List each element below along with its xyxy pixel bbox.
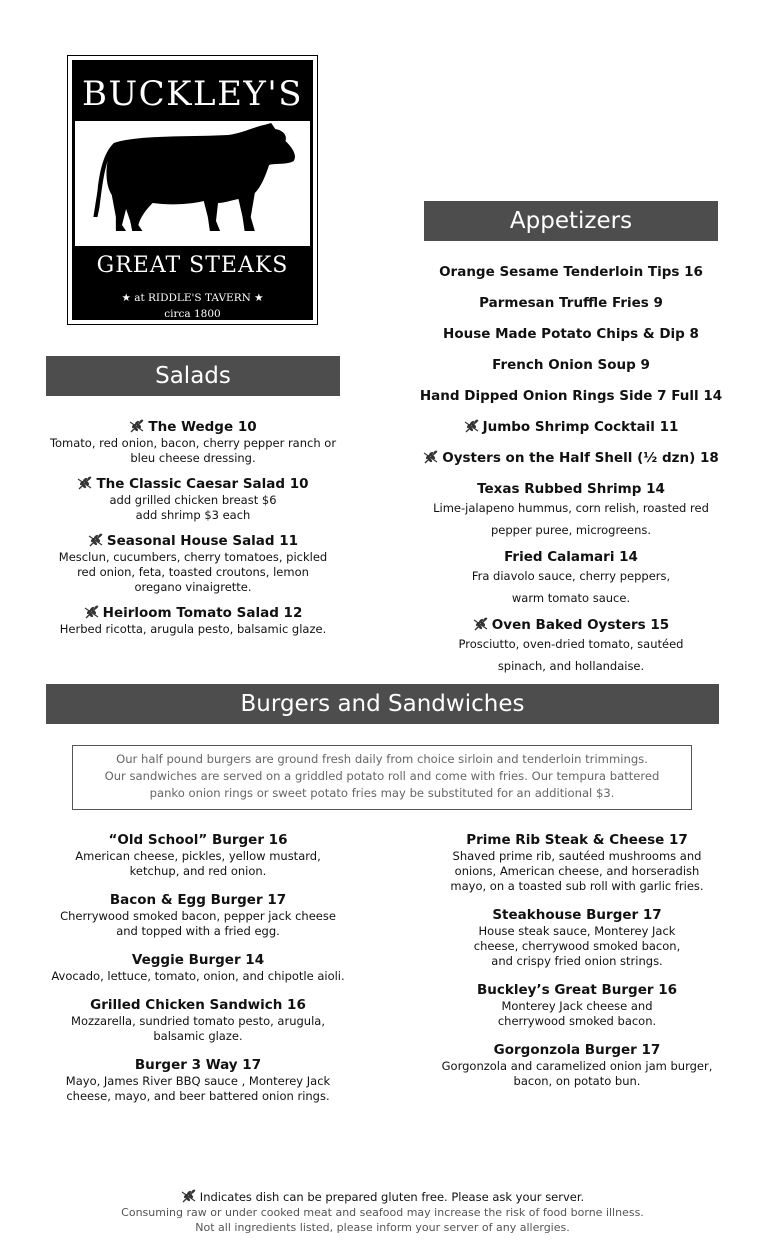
menu-item-description: bleu cheese dressing. bbox=[130, 451, 256, 465]
menu-item bbox=[398, 613, 744, 674]
menu-item-title bbox=[30, 532, 356, 550]
menu-item bbox=[398, 288, 744, 319]
menu-item-name: The Classic Caesar Salad 10 bbox=[96, 476, 309, 492]
menu-item bbox=[30, 604, 356, 637]
menu-item bbox=[398, 350, 744, 381]
menu-item-description: Mayo, James River BBQ sauce , Monterey Jack bbox=[65, 1074, 331, 1088]
burgers-note bbox=[72, 745, 692, 810]
menu-item-description: red onion, feta, toasted croutons, lemon bbox=[77, 565, 309, 579]
restaurant-logo bbox=[67, 55, 318, 325]
wheat-icon bbox=[77, 476, 93, 490]
gluten-free-text: Indicates dish can be prepared gluten free. Please ask your server. bbox=[199, 1190, 585, 1204]
menu-item-description: American cheese, pickles, yellow mustard, bbox=[75, 849, 321, 863]
menu-item-name: Orange Sesame Tenderloin Tips 16 bbox=[439, 264, 703, 280]
burgers-note-line: Our sandwiches are served on a griddled potato roll and come with fries. Our tempura battered bbox=[104, 769, 660, 783]
menu-item bbox=[30, 475, 356, 523]
logo-subtitle: GREAT STEAKS bbox=[96, 253, 289, 278]
menu-item-description: Monterey Jack cheese and bbox=[501, 999, 653, 1013]
menu-item-title bbox=[418, 831, 736, 849]
menu-item-name: Oysters on the Half Shell (½ dzn) 18 bbox=[442, 450, 719, 466]
allergy-notice: Not all ingredients listed, please inform your server of any allergies. bbox=[195, 1221, 570, 1234]
appetizers-heading: Appetizers bbox=[424, 201, 718, 241]
wheat-icon bbox=[464, 414, 480, 428]
burgers-left-list bbox=[30, 831, 366, 1116]
menu-item-description: House steak sauce, Monterey Jack bbox=[478, 924, 676, 938]
menu-item-name: “Old School” Burger 16 bbox=[108, 832, 288, 848]
menu-item-title bbox=[418, 981, 736, 999]
menu-item-title bbox=[30, 418, 356, 436]
menu-item-name: Burger 3 Way 17 bbox=[134, 1057, 262, 1073]
menu-item-description: Prosciutto, oven-dried tomato, sautéed bbox=[458, 637, 684, 651]
menu-item-name: Bacon & Egg Burger 17 bbox=[109, 892, 287, 908]
menu-item bbox=[30, 1056, 366, 1104]
menu-item-title bbox=[398, 319, 744, 350]
menu-item-description: and topped with a fried egg. bbox=[116, 924, 280, 938]
wheat-icon bbox=[423, 445, 439, 459]
menu-item-name: Heirloom Tomato Salad 12 bbox=[102, 605, 303, 621]
menu-item-title bbox=[30, 1056, 366, 1074]
menu-item-description: Gorgonzola and caramelized onion jam burger, bbox=[441, 1059, 713, 1073]
menu-item-name: Gorgonzola Burger 17 bbox=[493, 1042, 661, 1058]
menu-item bbox=[418, 1041, 736, 1089]
menu-item-description: Avocado, lettuce, tomato, onion, and chipotle aioli. bbox=[51, 969, 345, 983]
burgers-right-list bbox=[418, 831, 736, 1101]
menu-item-title bbox=[30, 996, 366, 1014]
menu-item-name: Steakhouse Burger 17 bbox=[492, 907, 662, 923]
menu-item-description: Fra diavolo sauce, cherry peppers, bbox=[471, 569, 671, 583]
menu-item-description: cheese, mayo, and beer battered onion rings. bbox=[66, 1089, 330, 1103]
salads-heading: Salads bbox=[46, 356, 340, 396]
menu-item-description: Lime-jalapeno hummus, corn relish, roasted red bbox=[433, 501, 709, 515]
logo-tagline: ★ at RIDDLE'S TAVERN ★ bbox=[121, 292, 264, 304]
menu-item-name: The Wedge 10 bbox=[148, 419, 257, 435]
menu-item bbox=[30, 996, 366, 1044]
menu-item bbox=[398, 319, 744, 350]
menu-item-name: Grilled Chicken Sandwich 16 bbox=[90, 997, 306, 1013]
menu-item-description: add shrimp $3 each bbox=[135, 508, 251, 522]
wheat-icon bbox=[181, 1189, 197, 1203]
menu-item-name: French Onion Soup 9 bbox=[492, 357, 650, 373]
menu-item-title bbox=[30, 475, 356, 493]
menu-item-description: balsamic glaze. bbox=[153, 1029, 243, 1043]
wheat-icon bbox=[84, 605, 100, 619]
menu-item-name: Veggie Burger 14 bbox=[131, 952, 265, 968]
menu-item bbox=[30, 831, 366, 879]
menu-item-title bbox=[30, 831, 366, 849]
food-safety-warning: Consuming raw or under cooked meat and seafood may increase the risk of food borne illness. bbox=[121, 1206, 644, 1219]
logo-name: BUCKLEY'S bbox=[81, 74, 304, 114]
menu-item-name: Oven Baked Oysters 15 bbox=[491, 617, 670, 633]
menu-item-description: onions, American cheese, and horseradish bbox=[454, 864, 700, 878]
menu-item-title bbox=[398, 613, 744, 637]
wheat-icon bbox=[129, 419, 145, 433]
menu-item-description: Mozzarella, sundried tomato pesto, arugula, bbox=[71, 1014, 325, 1028]
menu-item-description: add grilled chicken breast $6 bbox=[109, 493, 277, 507]
menu-item-title bbox=[30, 951, 366, 969]
menu-item-title bbox=[398, 412, 744, 443]
salads-list bbox=[30, 418, 356, 646]
menu-item-name: Texas Rubbed Shrimp 14 bbox=[477, 481, 665, 497]
menu-item bbox=[398, 381, 744, 412]
menu-item bbox=[418, 981, 736, 1029]
appetizers-list bbox=[398, 257, 744, 681]
menu-item-description: cherrywood smoked bacon. bbox=[497, 1014, 657, 1028]
menu-item-title bbox=[30, 891, 366, 909]
menu-item-title bbox=[398, 350, 744, 381]
menu-item-description: and crispy fried onion strings. bbox=[491, 954, 663, 968]
menu-item-description: Herbed ricotta, arugula pesto, balsamic glaze. bbox=[59, 622, 327, 636]
menu-item bbox=[30, 418, 356, 466]
menu-item-name: Hand Dipped Onion Rings Side 7 Full 14 bbox=[419, 388, 723, 404]
menu-item-name: Buckley’s Great Burger 16 bbox=[476, 982, 677, 998]
menu-item-description: warm tomato sauce. bbox=[511, 591, 631, 605]
menu-item-name: Seasonal House Salad 11 bbox=[106, 533, 299, 549]
menu-item-description: cheese, cherrywood smoked bacon, bbox=[473, 939, 681, 953]
burgers-note-line: panko onion rings or sweet potato fries may be substituted for an additional $3. bbox=[149, 786, 615, 800]
menu-item bbox=[418, 831, 736, 894]
menu-item bbox=[30, 891, 366, 939]
menu-item-title bbox=[398, 477, 744, 501]
menu-item-name: Jumbo Shrimp Cocktail 11 bbox=[482, 419, 679, 435]
menu-item-description: pepper puree, microgreens. bbox=[490, 523, 652, 537]
menu-item-description: mayo, on a toasted sub roll with garlic fries. bbox=[450, 879, 704, 893]
burgers-heading: Burgers and Sandwiches bbox=[46, 684, 719, 724]
menu-item bbox=[398, 412, 744, 443]
menu-item bbox=[398, 257, 744, 288]
menu-item bbox=[30, 951, 366, 984]
menu-item bbox=[398, 477, 744, 538]
menu-footer bbox=[0, 1189, 765, 1235]
menu-item-name: House Made Potato Chips & Dip 8 bbox=[443, 326, 699, 342]
menu-item-name: Fried Calamari 14 bbox=[504, 549, 638, 565]
menu-item-description: spinach, and hollandaise. bbox=[497, 659, 645, 673]
menu-item-name: Parmesan Truffle Fries 9 bbox=[479, 295, 663, 311]
menu-item bbox=[30, 532, 356, 595]
menu-item-description: ketchup, and red onion. bbox=[129, 864, 267, 878]
menu-item-title bbox=[30, 604, 356, 622]
menu-item-description: Mesclun, cucumbers, cherry tomatoes, pickled bbox=[58, 550, 328, 564]
cow-silhouette-icon bbox=[75, 121, 310, 246]
menu-item-title bbox=[418, 906, 736, 924]
menu-item bbox=[398, 443, 744, 474]
gluten-free-note bbox=[0, 1189, 765, 1205]
menu-item-title bbox=[398, 257, 744, 288]
menu-item-title bbox=[398, 545, 744, 569]
menu-item bbox=[398, 545, 744, 606]
menu-item-description: oregano vinaigrette. bbox=[134, 580, 252, 594]
logo-circa: circa 1800 bbox=[164, 308, 221, 320]
burgers-note-line: Our half pound burgers are ground fresh daily from choice sirloin and tenderloin trimmings. bbox=[116, 752, 648, 766]
menu-item-title bbox=[398, 443, 744, 474]
menu-item-description: Cherrywood smoked bacon, pepper jack cheese bbox=[60, 909, 336, 923]
menu-item-description: Shaved prime rib, sautéed mushrooms and bbox=[452, 849, 702, 863]
menu-item-description: bacon, on potato bun. bbox=[513, 1074, 641, 1088]
wheat-icon bbox=[88, 533, 104, 547]
menu-item-description: Tomato, red onion, bacon, cherry pepper ranch or bbox=[49, 436, 337, 450]
menu-item-title bbox=[398, 381, 744, 412]
wheat-icon bbox=[473, 615, 489, 629]
menu-item-title bbox=[398, 288, 744, 319]
menu-item bbox=[418, 906, 736, 969]
menu-item-name: Prime Rib Steak & Cheese 17 bbox=[466, 832, 688, 848]
menu-item-title bbox=[418, 1041, 736, 1059]
